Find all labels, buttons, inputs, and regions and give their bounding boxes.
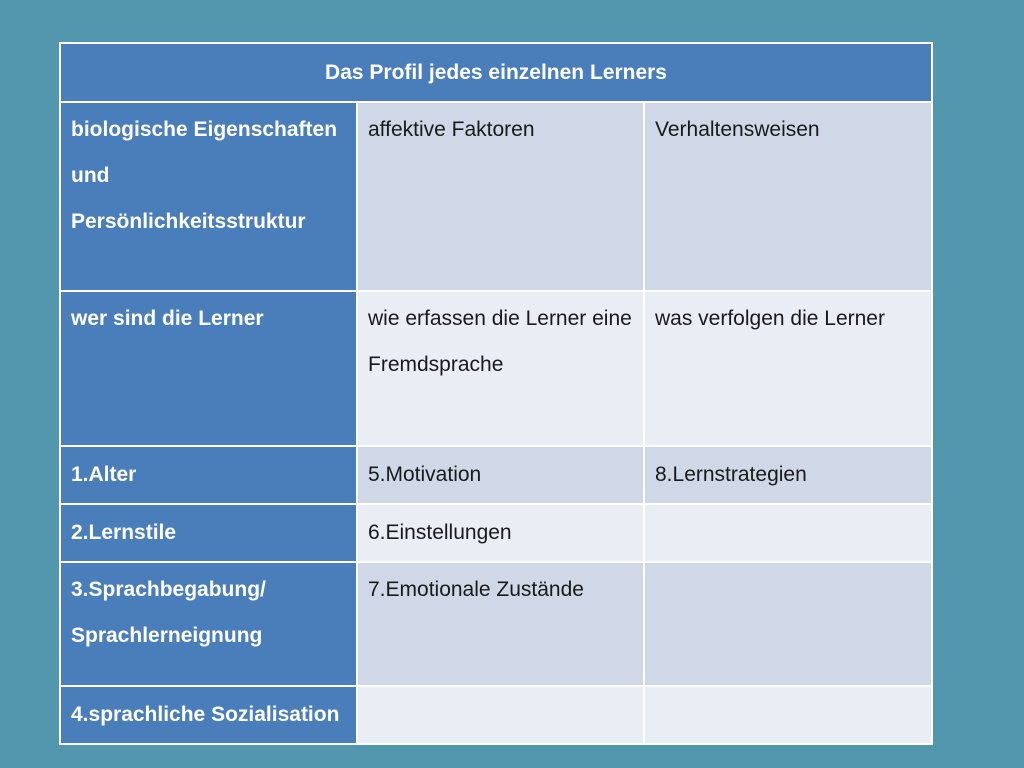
table-row (60, 291, 932, 446)
table-cell: 1.Alter (60, 446, 357, 504)
table-cell (644, 686, 932, 744)
table-cell: 5.Motivation (357, 446, 644, 504)
table-row (60, 686, 932, 744)
table-cell: 2.Lernstile (60, 504, 357, 562)
table-row (60, 562, 932, 686)
table-cell: 7.Emotionale Zustände (357, 562, 644, 686)
table-cell (644, 562, 932, 686)
table-row (60, 102, 932, 291)
table-cell: wer sind die Lerner (60, 291, 357, 446)
table-cell: 4.sprachliche Sozialisation (60, 686, 357, 744)
table-title: Das Profil jedes einzelnen Lerners (60, 43, 932, 102)
table-cell: was verfolgen die Lerner (644, 291, 932, 446)
learner-profile-table (59, 42, 933, 745)
table-header-row (60, 43, 932, 102)
table-cell (644, 504, 932, 562)
table-cell: wie erfassen die Lerner eine Fremdsprache (357, 291, 644, 446)
table-cell: Verhaltensweisen (644, 102, 932, 291)
table-cell: 6.Einstellungen (357, 504, 644, 562)
table-cell (357, 686, 644, 744)
table-row (60, 504, 932, 562)
table-cell: affektive Faktoren (357, 102, 644, 291)
table-cell: 8.Lernstrategien (644, 446, 932, 504)
table-row (60, 446, 932, 504)
table-cell: 3.Sprachbegabung/ Sprachlerneignung (60, 562, 357, 686)
table-cell: biologische Eigenschaften und Persönlichkeitsstruktur (60, 102, 357, 291)
